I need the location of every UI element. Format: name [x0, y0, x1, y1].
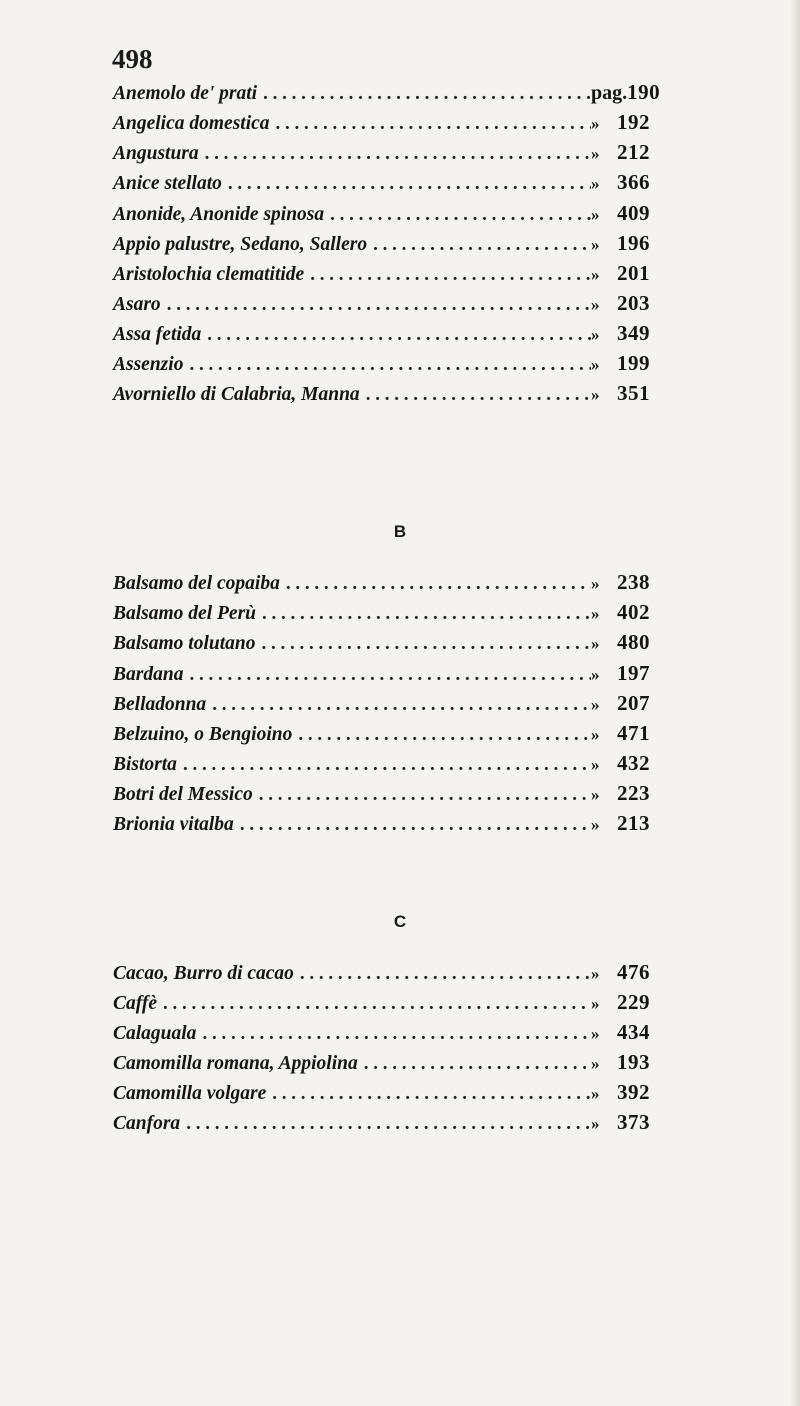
- index-entry: [113, 960, 695, 990]
- entry-term: Avorniello di Calabria, Manna: [113, 384, 360, 405]
- page-reference: 201: [617, 261, 650, 285]
- entry-term: Cacao, Burro di cacao: [113, 963, 294, 984]
- ditto-mark: »: [591, 235, 600, 254]
- dot-leader: [180, 1113, 591, 1135]
- ditto-mark: »: [591, 205, 600, 224]
- ditto-mark: »: [591, 755, 600, 774]
- index-entry: [113, 1050, 695, 1080]
- entry-term: Belladonna: [113, 694, 207, 715]
- page-reference: 366: [617, 170, 650, 194]
- entry-page-ref: [591, 351, 695, 376]
- index-entry: [113, 231, 695, 261]
- page-reference: 373: [617, 1110, 650, 1134]
- section-heading-b: B: [393, 522, 407, 541]
- page-reference: 402: [617, 600, 650, 624]
- entry-page-ref: [591, 960, 695, 985]
- entry-page-ref: [591, 751, 695, 776]
- page-reference: 434: [617, 1020, 650, 1044]
- entry-page-ref: [591, 570, 695, 595]
- section-heading-c: C: [393, 912, 407, 931]
- entry-page-ref: [591, 140, 695, 165]
- entry-term: Caffè: [113, 993, 158, 1014]
- entry-term: Camomilla volgare: [113, 1083, 267, 1104]
- ditto-mark: »: [591, 325, 600, 344]
- index-entry: [113, 990, 695, 1020]
- dot-leader: [257, 83, 591, 105]
- page-reference: 197: [617, 661, 650, 685]
- index-entry: [113, 291, 695, 321]
- index-entry: [113, 80, 695, 110]
- ditto-mark: »: [591, 604, 600, 623]
- page-reference: 213: [617, 811, 650, 835]
- ditto-mark: »: [591, 815, 600, 834]
- index-entry: [113, 781, 695, 811]
- ditto-mark: »: [591, 265, 600, 284]
- dot-leader: [304, 264, 591, 286]
- entry-term: Calaguala: [113, 1023, 197, 1044]
- entry-page-ref: [591, 381, 695, 406]
- ditto-mark: »: [591, 725, 600, 744]
- dot-leader: [360, 384, 591, 406]
- page-reference: 199: [617, 351, 650, 375]
- ditto-mark: »: [591, 785, 600, 804]
- ditto-mark: »: [591, 385, 600, 404]
- dot-leader: [256, 633, 592, 655]
- page-prefix: pag.: [591, 82, 628, 104]
- entry-term: Assa fetida: [113, 324, 202, 345]
- ditto-mark: »: [591, 1024, 600, 1043]
- entry-term: Bardana: [113, 664, 184, 685]
- entry-term: Anemolo de' prati: [113, 83, 258, 104]
- page-reference: 351: [617, 381, 650, 405]
- entry-term: Asaro: [113, 294, 161, 315]
- entry-term: Balsamo del Perù: [113, 603, 257, 624]
- page-reference: 212: [617, 140, 650, 164]
- index-entry: [113, 351, 695, 381]
- entry-page-ref: [591, 201, 695, 226]
- entry-page-ref: [591, 721, 695, 746]
- dot-leader: [367, 234, 591, 256]
- dot-leader: [280, 573, 591, 595]
- index-entry: [113, 1080, 695, 1110]
- entry-term: Brionia vitalba: [113, 814, 234, 835]
- entry-page-ref: [591, 691, 695, 716]
- dot-leader: [201, 324, 591, 346]
- ditto-mark: »: [591, 1054, 600, 1073]
- dot-leader: [256, 603, 591, 625]
- page-reference: 229: [617, 990, 650, 1014]
- index-entry: [113, 381, 695, 411]
- dot-leader: [358, 1053, 591, 1075]
- index-entry: [113, 811, 695, 841]
- dot-leader: [266, 1083, 591, 1105]
- index-entry: [113, 661, 695, 691]
- dot-leader: [234, 814, 591, 836]
- ditto-mark: »: [591, 295, 600, 314]
- index-entry: [113, 110, 695, 140]
- ditto-mark: »: [591, 144, 600, 163]
- page-edge-shadow: [790, 0, 800, 1406]
- page-reference: 196: [617, 231, 650, 255]
- index-entry: [113, 630, 695, 660]
- dot-leader: [183, 664, 591, 686]
- entry-term: Angustura: [113, 143, 199, 164]
- index-entry: [113, 751, 695, 781]
- entry-page-ref: [591, 321, 695, 346]
- ditto-mark: »: [591, 355, 600, 374]
- entry-term: Appio palustre, Sedano, Sallero: [113, 234, 368, 255]
- dot-leader: [294, 963, 591, 985]
- page-reference: 190: [627, 80, 661, 104]
- dot-leader: [324, 204, 591, 226]
- entry-page-ref: [591, 811, 695, 836]
- page-reference: 432: [617, 751, 650, 775]
- entry-term: Botri del Messico: [113, 784, 253, 805]
- page-reference: 349: [617, 321, 650, 345]
- entry-page-ref: [591, 170, 695, 195]
- entry-term: Bistorta: [113, 754, 177, 775]
- page-reference: 409: [617, 201, 650, 225]
- ditto-mark: »: [591, 994, 600, 1013]
- index-entry: [113, 1110, 695, 1140]
- dot-leader: [253, 784, 591, 806]
- index-entry: [113, 140, 695, 170]
- index-entry: [113, 600, 695, 630]
- entry-page-ref: [591, 990, 695, 1015]
- page-reference: 223: [617, 781, 650, 805]
- page-reference: 193: [617, 1050, 650, 1074]
- index-entry: [113, 570, 695, 600]
- dot-leader: [183, 354, 591, 376]
- entry-page-ref: [591, 1020, 695, 1045]
- entry-page-ref: [591, 1080, 695, 1105]
- entry-page-ref: [591, 1110, 695, 1135]
- page-reference: 207: [617, 691, 650, 715]
- entry-page-ref: [591, 661, 695, 686]
- page-reference: 203: [617, 291, 650, 315]
- page-reference: 480: [617, 630, 650, 654]
- ditto-mark: »: [591, 634, 600, 653]
- entry-term: Canfora: [113, 1113, 181, 1134]
- page-reference: 238: [617, 570, 650, 594]
- index-entry: [113, 1020, 695, 1050]
- index-entry: [113, 261, 695, 291]
- index-entry: [113, 201, 695, 231]
- page-reference: 192: [617, 110, 650, 134]
- dot-leader: [292, 724, 591, 746]
- index-entry: [113, 691, 695, 721]
- entry-page-ref: [591, 110, 695, 135]
- entry-page-ref: [591, 1050, 695, 1075]
- entry-term: Balsamo tolutano: [113, 633, 256, 654]
- entry-page-ref: [591, 261, 695, 286]
- index-entry: [113, 321, 695, 351]
- index-entry: [113, 170, 695, 200]
- entry-term: Anonide, Anonide spinosa: [113, 204, 325, 225]
- entry-term: Anice stellato: [113, 173, 222, 194]
- entry-page-ref: [591, 781, 695, 806]
- ditto-mark: »: [591, 665, 600, 684]
- entry-page-ref: [591, 231, 695, 256]
- entry-page-ref: [591, 80, 695, 105]
- entry-page-ref: [591, 291, 695, 316]
- ditto-mark: »: [591, 1114, 600, 1133]
- dot-leader: [177, 754, 591, 776]
- ditto-mark: »: [591, 1084, 600, 1103]
- entry-term: Balsamo del copaiba: [113, 573, 280, 594]
- page-number: 498: [112, 44, 153, 74]
- entry-term: Angelica domestica: [113, 113, 270, 134]
- ditto-mark: »: [591, 574, 600, 593]
- page-reference: 476: [617, 960, 650, 984]
- page-reference: 471: [617, 721, 650, 745]
- ditto-mark: »: [591, 174, 600, 193]
- index-entry: [113, 721, 695, 751]
- entry-page-ref: [591, 630, 695, 655]
- page-reference: 392: [617, 1080, 650, 1104]
- dot-leader: [196, 1023, 591, 1045]
- dot-leader: [157, 993, 591, 1015]
- ditto-mark: »: [591, 114, 600, 133]
- entry-page-ref: [591, 600, 695, 625]
- dot-leader: [199, 143, 591, 165]
- entry-term: Belzuino, o Bengioino: [113, 724, 293, 745]
- ditto-mark: »: [591, 964, 600, 983]
- ditto-mark: »: [591, 695, 600, 714]
- dot-leader: [270, 113, 591, 135]
- entry-term: Aristolochia clematitide: [113, 264, 305, 285]
- entry-term: Assenzio: [113, 354, 184, 375]
- entry-term: Camomilla romana, Appiolina: [113, 1053, 358, 1074]
- dot-leader: [222, 173, 591, 195]
- dot-leader: [206, 694, 591, 716]
- dot-leader: [161, 294, 591, 316]
